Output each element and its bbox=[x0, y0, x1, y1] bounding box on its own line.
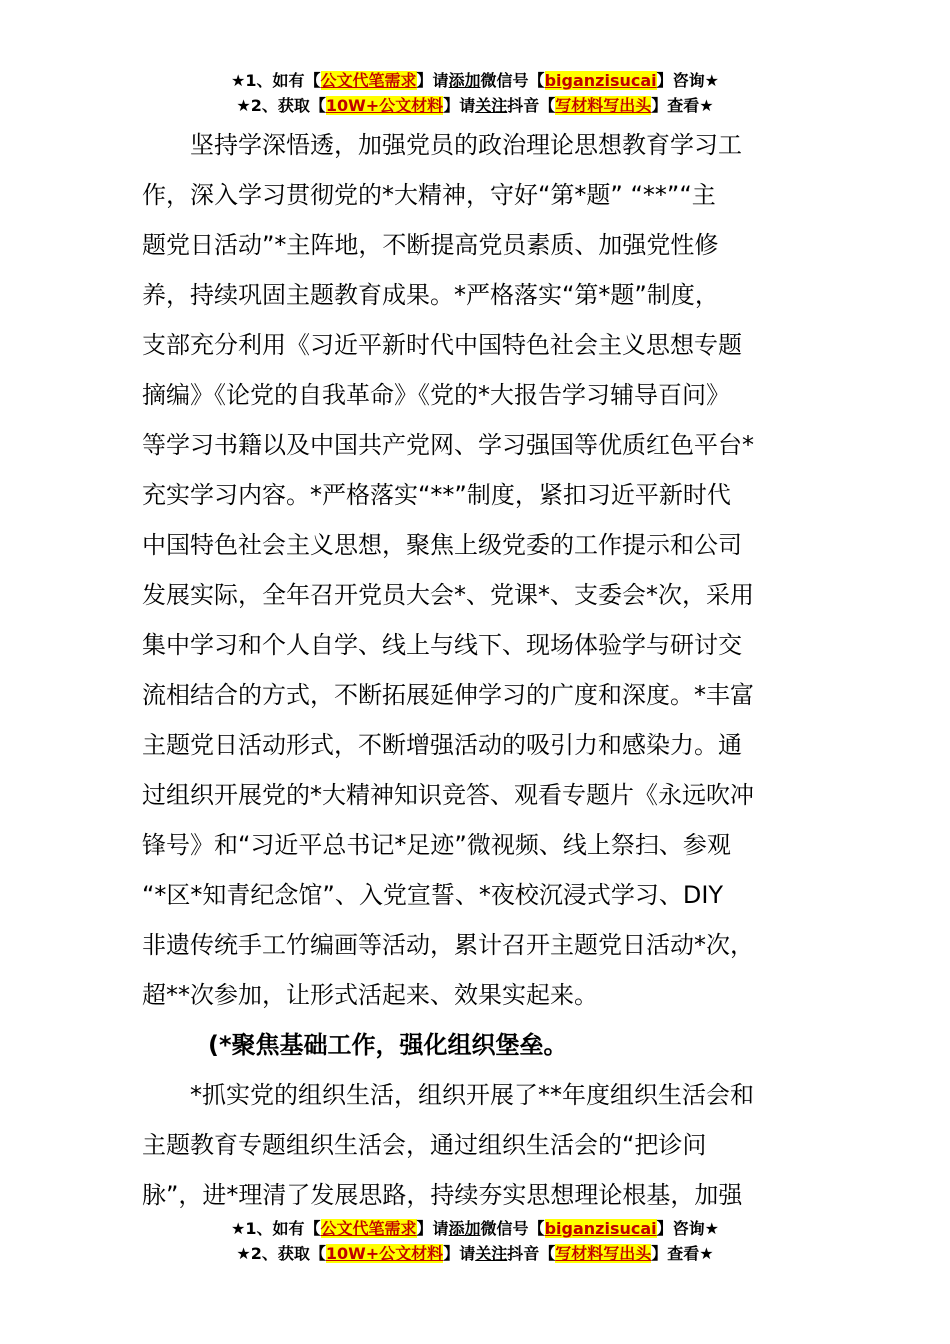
banner-line-1 bbox=[0, 68, 950, 93]
banner-text: 微信号【 bbox=[480, 71, 545, 90]
banner-highlight: 公文代笔需求 bbox=[320, 1219, 417, 1238]
paragraph-line: “*区*知青纪念馆”、入党宣誓、*夜校沉浸式学习、DIY bbox=[142, 881, 724, 909]
banner-text: 微信号【 bbox=[480, 1219, 545, 1238]
banner-text: 】请 bbox=[416, 71, 449, 90]
header-banner bbox=[0, 68, 950, 118]
paragraph-line: 摘编》《论党的自我革命》《党的*大报告学习辅导百问》 bbox=[142, 381, 730, 409]
paragraph-line: 集中学习和个人自学、线上与线下、现场体验学与研讨交 bbox=[142, 631, 742, 659]
banner-underlined: 关注 bbox=[475, 1244, 508, 1263]
banner-text: 】请 bbox=[443, 1244, 476, 1263]
footer-banner bbox=[0, 1216, 950, 1266]
banner-text: ★2、获取【 bbox=[236, 1244, 326, 1263]
paragraph-line: 过组织开展党的*大精神知识竞答、观看专题片《永远吹冲 bbox=[142, 781, 754, 809]
paragraph-line: 流相结合的方式，不断拓展延伸学习的广度和深度。*丰富 bbox=[142, 681, 754, 709]
section-heading: (*聚焦基础工作，强化组织堡垒。 bbox=[208, 1031, 568, 1059]
banner-highlight: 公文代笔需求 bbox=[320, 71, 417, 90]
banner-highlight: 10W+公文材料 bbox=[325, 96, 444, 115]
paragraph-line: 脉”，进*理清了发展思路，持续夯实思想理论根基，加强 bbox=[142, 1181, 743, 1209]
banner-text: ★1、如有【 bbox=[231, 1219, 321, 1238]
banner-underlined: 添加 bbox=[448, 71, 481, 90]
paragraph-line: 充实学习内容。*严格落实“**”制度，紧扣习近平新时代 bbox=[142, 481, 731, 509]
banner-text: 】请 bbox=[443, 96, 476, 115]
paragraph-line: 主题教育专题组织生活会，通过组织生活会的“把诊问 bbox=[142, 1131, 707, 1159]
banner-underlined: 添加 bbox=[448, 1219, 481, 1238]
banner-text: 抖音【 bbox=[507, 96, 556, 115]
banner-text: ★2、获取【 bbox=[236, 96, 326, 115]
paragraph-line: 中国特色社会主义思想，聚焦上级党委的工作提示和公司 bbox=[142, 531, 742, 559]
paragraph-line: 主题党日活动形式，不断增强活动的吸引力和感染力。通 bbox=[142, 731, 742, 759]
banner-text: 抖音【 bbox=[507, 1244, 556, 1263]
banner-wechat-id[interactable]: biganzisucai bbox=[544, 1219, 657, 1238]
paragraph-line: 支部充分利用《习近平新时代中国特色社会主义思想专题 bbox=[142, 331, 742, 359]
banner-text: 】请 bbox=[416, 1219, 449, 1238]
paragraph-line: 超**次参加，让形式活起来、效果实起来。 bbox=[142, 981, 598, 1009]
banner-text: 】咨询★ bbox=[656, 71, 719, 90]
banner-douyin-name[interactable]: 写材料写出头 bbox=[555, 96, 652, 115]
paragraph-line: 作，深入学习贯彻党的*大精神，守好“第*题” “**”“主 bbox=[142, 181, 716, 209]
banner-text: 】查看★ bbox=[651, 1244, 714, 1263]
banner-line-2 bbox=[0, 93, 950, 118]
paragraph-line: 题党日活动”*主阵地，不断提高党员素质、加强党性修 bbox=[142, 231, 719, 259]
banner-text: ★1、如有【 bbox=[231, 71, 321, 90]
banner-underlined: 关注 bbox=[475, 96, 508, 115]
paragraph-line: 锋号》和“习近平总书记*足迹”微视频、线上祭扫、参观 bbox=[142, 831, 731, 859]
banner-line-1 bbox=[0, 1216, 950, 1241]
banner-wechat-id[interactable]: biganzisucai bbox=[544, 71, 657, 90]
paragraph-line: *抓实党的组织生活，组织开展了**年度组织生活会和 bbox=[190, 1081, 754, 1109]
paragraph-line: 等学习书籍以及中国共产党网、学习强国等优质红色平台* bbox=[142, 431, 754, 459]
paragraph-line: 坚持学深悟透，加强党员的政治理论思想教育学习工 bbox=[190, 131, 742, 159]
banner-highlight: 10W+公文材料 bbox=[325, 1244, 444, 1263]
paragraph-line: 养，持续巩固主题教育成果。*严格落实“第*题”制度， bbox=[142, 281, 719, 309]
paragraph-line: 发展实际，全年召开党员大会*、党课*、支委会*次，采用 bbox=[142, 581, 754, 609]
paragraph-line: 非遗传统手工竹编画等活动，累计召开主题党日活动*次， bbox=[142, 931, 754, 959]
document-body bbox=[142, 120, 808, 1220]
banner-text: 】咨询★ bbox=[656, 1219, 719, 1238]
banner-text: 】查看★ bbox=[651, 96, 714, 115]
banner-line-2 bbox=[0, 1241, 950, 1266]
banner-douyin-name[interactable]: 写材料写出头 bbox=[555, 1244, 652, 1263]
